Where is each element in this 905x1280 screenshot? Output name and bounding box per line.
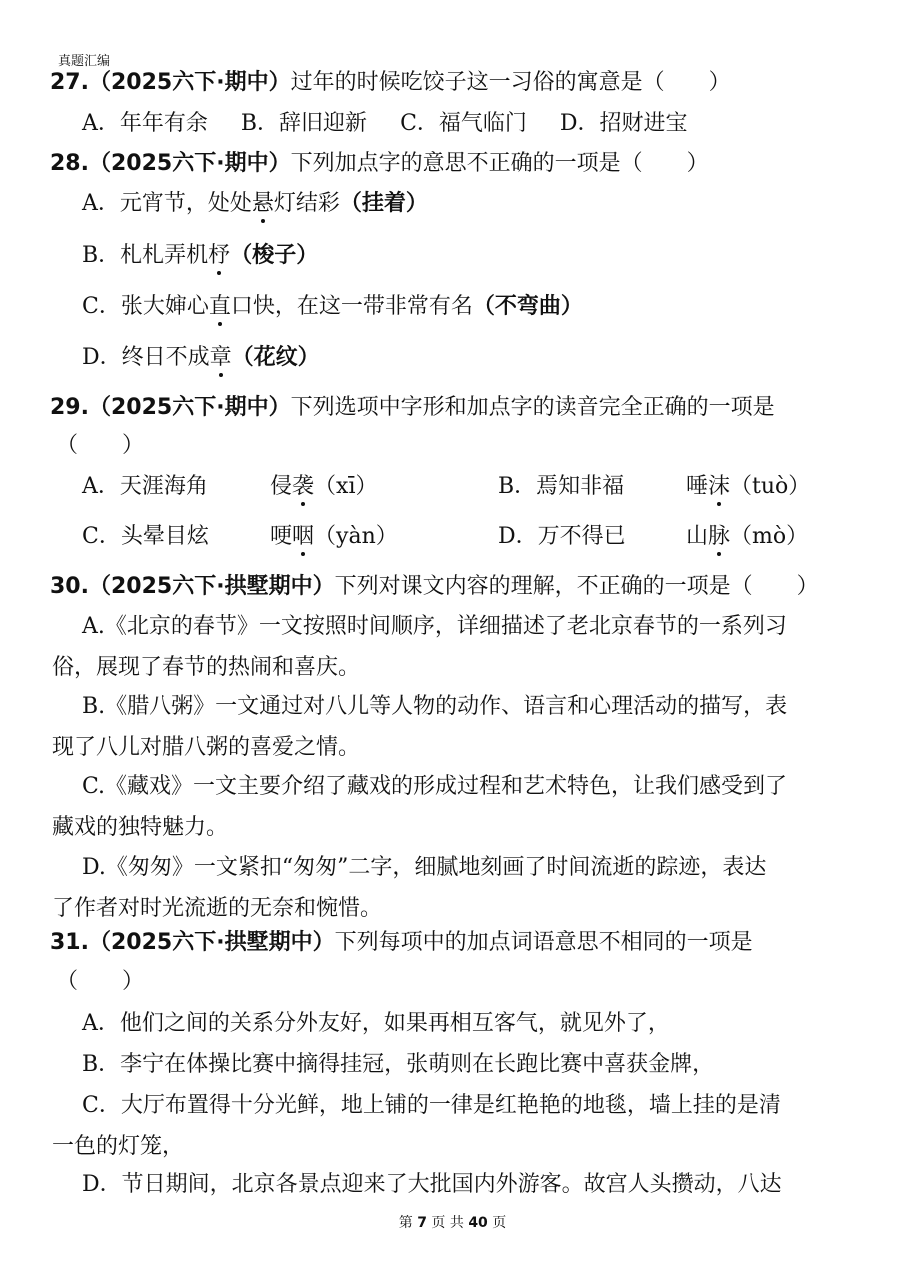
question-30-option-d-line1: D.《匆匆》一文紧扣“匆匆”二字，细腻地刻画了时间流逝的踪迹，表达	[82, 855, 767, 880]
question-31-option-c-line2: 一色的灯笼，	[52, 1134, 185, 1159]
question-29-option-d: D．万不得已 山脉（mò）	[498, 524, 809, 549]
question-30-option-b-line2: 现了八儿对腊八粥的喜爱之情。	[52, 735, 361, 760]
question-31-option-c-line1: C．大厅布置得十分光鲜，地上铺的一律是红艳艳的地毯，墙上挂的是清	[82, 1093, 781, 1118]
dotted-char: 杼	[208, 243, 231, 268]
question-30-option-c-line1: C.《藏戏》一文主要介绍了藏戏的形成过程和艺术特色，让我们感受到了	[82, 774, 788, 799]
option-d: D．招财进宝	[559, 111, 688, 136]
question-30-option-d-line2: 了作者对时光流逝的无奈和惋惜。	[52, 896, 383, 921]
option-c: C．福气临门	[400, 111, 527, 136]
question-29-option-b: B．焉知非福 唾沫（tuò）	[498, 474, 811, 499]
dotted-char: 直	[208, 294, 231, 319]
question-30-option-c-line2: 藏戏的独特魅力。	[52, 815, 229, 840]
question-31-option-a: A．他们之间的关系分外友好，如果再相互客气，就见外了，	[82, 1011, 670, 1036]
page-total: 40	[468, 1215, 488, 1231]
dotted-char: 悬	[251, 191, 274, 216]
question-30-option-a-line1: A.《北京的春节》一文按照时间顺序，详细描述了老北京春节的一系列习	[82, 614, 787, 639]
question-29-option-c: C．头晕目炫 哽咽（yàn）	[82, 524, 398, 549]
question-29-stem: 29.（2025六下·期中）下列选项中字形和加点字的读音完全正确的一项是	[50, 395, 775, 420]
question-30-option-a-line2: 俗，展现了春节的热闹和喜庆。	[52, 655, 361, 680]
question-29-option-a: A．天涯海角 侵袭（xī）	[82, 474, 378, 499]
dotted-char: 章	[209, 345, 232, 370]
question-31-option-d-line1: D．节日期间，北京各景点迎来了大批国内外游客。故宫人头攒动，八达	[82, 1172, 782, 1197]
page-number: 7	[417, 1215, 427, 1231]
question-28-option-b: B．札札弄机杼（梭子）	[82, 243, 319, 268]
answer-paren: （ ）	[56, 433, 145, 458]
question-28-stem: 28.（2025六下·期中）下列加点字的意思不正确的一项是（ ）	[50, 151, 709, 176]
question-30-option-b-line1: B.《腊八粥》一文通过对八儿等人物的动作、语言和心理活动的描写，表	[82, 694, 788, 719]
option-a: A．年年有余	[82, 111, 208, 136]
question-28-option-a: A．元宵节，处处悬灯结彩（挂着）	[82, 191, 428, 216]
answer-paren: （ ）	[56, 969, 145, 994]
question-27-stem: 27.（2025六下·期中）过年的时候吃饺子这一习俗的寓意是（ ）	[50, 70, 731, 95]
question-30-stem: 30.（2025六下·拱墅期中）下列对课文内容的理解，不正确的一项是（ ）	[50, 574, 819, 599]
option-b: B．辞旧迎新	[240, 111, 368, 136]
question-31-stem: 31.（2025六下·拱墅期中）下列每项中的加点词语意思不相同的一项是	[50, 930, 753, 955]
question-28-option-d: D．终日不成章（花纹）	[82, 345, 320, 370]
question-number: 27.	[50, 70, 89, 95]
question-31-option-b: B．李宁在体操比赛中摘得挂冠，张萌则在长跑比赛中喜获金牌，	[82, 1052, 715, 1077]
page-footer: 第 7 页 共 40 页	[398, 1215, 507, 1231]
question-source-tag: （2025六下·期中）	[88, 70, 291, 95]
question-27-options	[82, 111, 688, 137]
question-28-option-c: C．张大婶心直口快，在这一带非常有名（不弯曲）	[82, 294, 583, 319]
page-header: 真题汇编	[58, 54, 111, 69]
